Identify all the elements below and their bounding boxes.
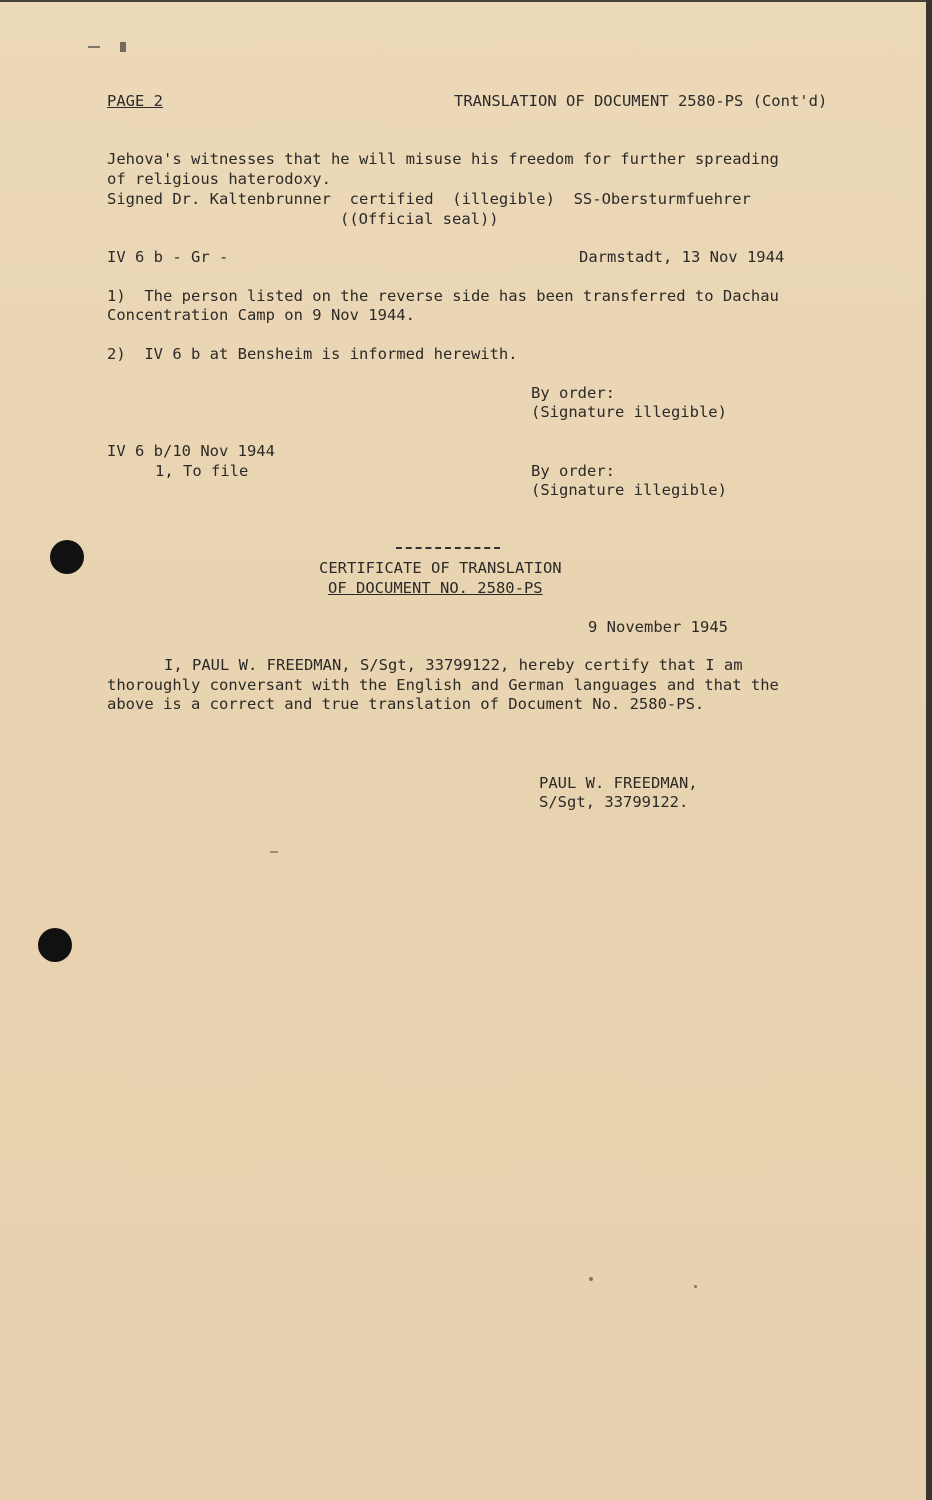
paper-mark (88, 46, 100, 48)
paper-speck (589, 1277, 593, 1281)
punch-hole-bottom (38, 928, 72, 962)
order-label: By order: (531, 384, 615, 402)
certificate-subtitle: OF DOCUMENT NO. 2580-PS (328, 579, 543, 597)
page-top-edge (0, 0, 932, 2)
certificate-text-line: thoroughly conversant with the English and German languages and that the (107, 676, 779, 694)
translator-rank: S/Sgt, 33799122. (539, 793, 689, 811)
place-date: Darmstadt, 13 Nov 1944 (579, 248, 785, 266)
certificate-text-line: above is a correct and true translation of Document No. 2580-PS. (107, 695, 705, 713)
page-right-edge (926, 0, 932, 1500)
document-title: TRANSLATION OF DOCUMENT 2580-PS (Cont'd) (454, 92, 828, 110)
reference-code: IV 6 b - Gr - (107, 248, 229, 266)
item-line: Concentration Camp on 9 Nov 1944. (107, 306, 415, 324)
paragraph-line: Jehova's witnesses that he will misuse his freedom for further spreading (107, 150, 779, 168)
signature-note: (Signature illegible) (531, 403, 727, 421)
certificate-date: 9 November 1945 (588, 618, 728, 636)
item-line: 2) IV 6 b at Bensheim is informed herewith. (107, 345, 518, 363)
signed-line: Signed Dr. Kaltenbrunner certified (illegible) SS-Obersturmfuehrer (107, 190, 751, 208)
seal-line: ((Official seal)) (340, 210, 499, 228)
certificate-title: CERTIFICATE OF TRANSLATION (319, 559, 562, 577)
paper-speck (694, 1285, 697, 1288)
separator-rule (396, 547, 500, 549)
paragraph-line: of religious haterodoxy. (107, 170, 331, 188)
page-number: PAGE 2 (107, 92, 163, 110)
file-note: 1, To file (155, 462, 249, 480)
paper-mark (270, 851, 278, 853)
item-line: 1) The person listed on the reverse side has been transferred to Dachau (107, 287, 779, 305)
order-label: By order: (531, 462, 615, 480)
translator-name: PAUL W. FREEDMAN, (539, 774, 698, 792)
certificate-text-line: I, PAUL W. FREEDMAN, S/Sgt, 33799122, hereby certify that I am (164, 656, 743, 674)
paper-mark (120, 42, 126, 52)
signature-note: (Signature illegible) (531, 481, 727, 499)
reference-code: IV 6 b/10 Nov 1944 (107, 442, 275, 460)
punch-hole-top (50, 540, 84, 574)
